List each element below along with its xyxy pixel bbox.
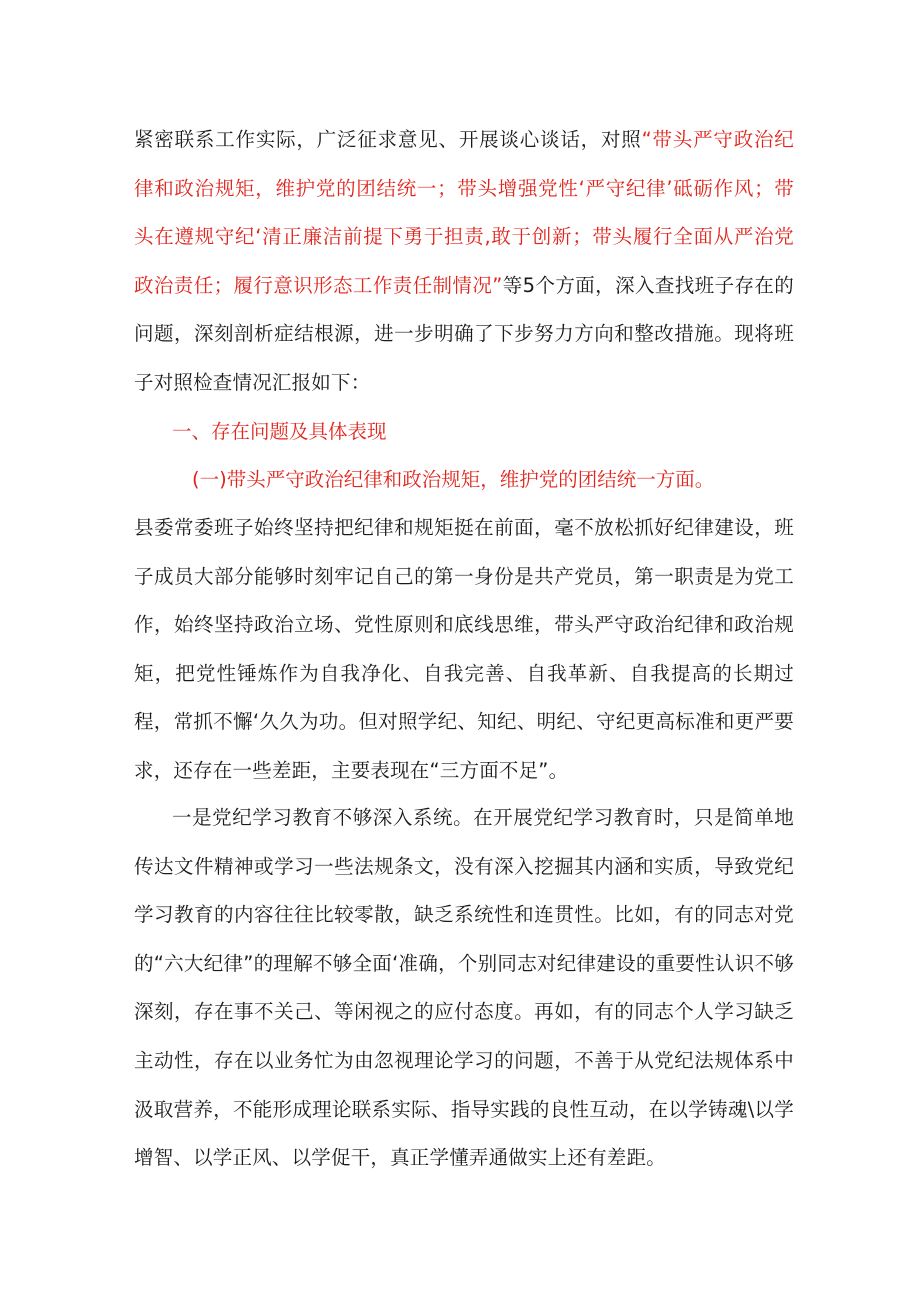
intro-highlight-text: “带头严守政治纪律和政治规矩，维护党的团结统一；带头增强党性‘严守纪律’砥砺作风；带头在遵规守纪‘清正廉洁前提下勇于担责,敢于创新；带头履行全面从严治党政治责任；履行意识形态工作责任制情况” — [134, 128, 794, 297]
section-heading: 一、存在问题及具体表现 — [172, 420, 387, 443]
body-paragraph-3: 一是党纪学习教育不够深入系统。在开展党纪学习教育时，只是简单地传达文件精神或学习一些法规条文，没有深入挖掘其内涵和实质，导致党纪学习教育的内容往往比较零散，缺乏系统性和连贯性。比如，有的同志对党的“六大纪律”的理解不够全面‘准确，个别同志对纪律建设的重要性认识不够深刻，存在事不关己、等闲视之的应付态度。再如，有的同志个人学习缺乏主动性，存在以业务忙为由忽视理论学习的问题，不善于从党纪法规体系中汲取营养，不能形成理论联系实际、指导实践的良性互动，在以学铸魂\以学增智、以学正风、以学促干，真正学懂弄通做实上还有差距。 — [134, 806, 794, 1170]
body-paragraph-2: 县委常委班子始终坚持把纪律和规矩挺在前面，毫不放松抓好纪律建设，班子成员大部分能够时刻牢记自己的第一身份是共产党员，第一职责是为党工作，始终坚持政治立场、党性原则和底线思维，带头严守政治纪律和政治规矩，把党性锤炼作为自我净化、自我完善、自我革新、自我提高的长期过程，常抓不懈‘久久为功。但对照学纪、知纪、明纪、守纪更高标准和更严要求，还存在一些差距，主要表现在“三方面不足”。 — [134, 516, 794, 782]
intro-tail-text: 等5个方面，深入查找班子存在的问题，深刻剖析症结根源，进一步明确了下步努力方向和整改措施。现将班子对照检查情况汇报如下： — [134, 273, 794, 394]
intro-lead-text: 紧密联系工作实际，广泛征求意见、开展谈心谈话，对照 — [134, 128, 642, 151]
subsection-heading: (一)带头严守政治纪律和政治规矩，维护党的团结统一方面。 — [192, 468, 715, 491]
intro-paragraph — [134, 116, 794, 408]
